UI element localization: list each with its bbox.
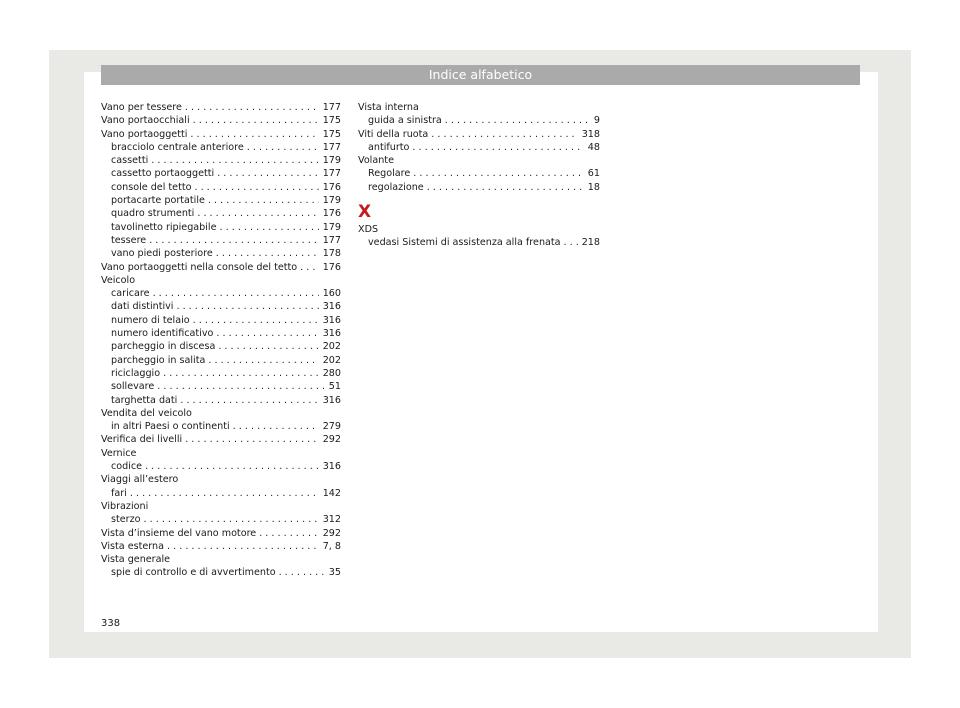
index-entry: [101, 380, 341, 393]
index-entry-page: 316: [322, 461, 341, 473]
index-entry: [101, 540, 341, 553]
dot-leader: [208, 194, 319, 207]
index-heading: Vendita del veicolo: [101, 407, 192, 419]
dot-leader: [259, 527, 318, 540]
index-entry-page: 18: [587, 181, 600, 193]
index-entry: [101, 101, 341, 114]
index-entry-label: caricare: [111, 288, 150, 300]
index-entry-label: Vano portaocchiali: [101, 115, 190, 127]
index-entry-label: numero identificativo: [111, 328, 214, 340]
index-entry-page: 51: [328, 381, 341, 393]
dot-leader: [153, 287, 319, 300]
index-entry-label: targhetta dati: [111, 394, 178, 406]
index-entry-label: Vano per tessere: [101, 102, 182, 113]
index-entry-page: 292: [322, 434, 341, 446]
index-entry: [101, 340, 341, 353]
index-entry-page: 61: [587, 168, 600, 180]
index-entry: [358, 167, 600, 180]
dot-leader: [233, 420, 319, 433]
index-entry: [101, 221, 341, 234]
index-column-right: [358, 101, 600, 250]
index-entry-page: 316: [322, 328, 341, 340]
dot-leader: [445, 114, 590, 127]
index-entry-page: 35: [328, 567, 341, 579]
index-entry: [101, 287, 341, 300]
dot-leader: [279, 566, 325, 579]
dot-leader: [157, 380, 324, 393]
index-entry-label: bracciolo centrale anteriore: [111, 141, 244, 153]
index-entry-page: 175: [322, 115, 341, 127]
index-entry-page: 176: [322, 261, 341, 273]
dot-leader: [149, 234, 318, 247]
index-column-left: [101, 101, 341, 580]
index-entry: [101, 167, 341, 180]
index-entry-label: numero di telaio: [111, 314, 190, 326]
index-entry: [358, 236, 600, 249]
dot-leader: [208, 354, 318, 367]
index-entry: [101, 154, 341, 167]
index-entry-page: 9: [593, 115, 600, 127]
index-entry-page: 202: [322, 341, 341, 353]
dot-leader: [144, 513, 319, 526]
dot-leader: [197, 207, 318, 220]
dot-leader: [167, 540, 319, 553]
index-entry-label: sterzo: [111, 514, 141, 526]
index-entry-label: Vano portaoggetti nella console del tetto: [101, 261, 298, 273]
dot-leader: [163, 367, 319, 380]
index-entry-label: parcheggio in salita: [111, 354, 206, 366]
dot-leader: [247, 141, 319, 154]
dot-leader: [145, 460, 319, 473]
index-entry: [101, 114, 341, 127]
index-entry: [358, 114, 600, 127]
index-entry-label: cassetto portaoggetti: [111, 168, 215, 180]
dot-leader: [564, 236, 578, 249]
index-entry-label: console del tetto: [111, 181, 192, 193]
index-entry-label: tessere: [111, 234, 147, 246]
index-entry-page: 179: [322, 221, 341, 233]
index-entry-label: tavolinetto ripiegabile: [111, 221, 217, 233]
dot-leader: [412, 141, 583, 154]
index-entry-page: 176: [322, 208, 341, 220]
dot-leader: [194, 181, 318, 194]
index-entry-label: riciclaggio: [111, 367, 161, 379]
dot-leader: [180, 394, 318, 407]
index-entry-page: 175: [322, 128, 341, 140]
index-entry-page: 280: [322, 367, 341, 379]
index-entry: [101, 420, 341, 433]
index-entry: [101, 566, 341, 579]
index-entry-page: 179: [322, 155, 341, 167]
index-entry: [101, 513, 341, 526]
index-entry: [358, 128, 600, 141]
dot-leader: [193, 114, 319, 127]
index-entry-page: 218: [581, 237, 600, 249]
index-entry: [101, 300, 341, 313]
index-entry-label: cassetti: [111, 155, 149, 167]
index-heading: Vista generale: [101, 554, 171, 566]
index-entry-page: 316: [322, 394, 341, 406]
index-entry: [358, 141, 600, 154]
index-entry: [101, 194, 341, 207]
index-entry-label: Viti della ruota: [358, 128, 429, 140]
index-entry-page: 176: [322, 181, 341, 193]
index-entry-page: 177: [322, 102, 341, 113]
index-entry: [101, 234, 341, 247]
index-entry-page: 318: [581, 128, 600, 140]
index-entry-label: fari: [111, 487, 127, 499]
index-entry-page: 160: [322, 288, 341, 300]
index-entry: [101, 394, 341, 407]
index-entry-page: 178: [322, 248, 341, 260]
dot-leader: [427, 181, 584, 194]
index-entry-label: Vista esterna: [101, 540, 165, 552]
index-heading: Vibrazioni: [101, 500, 149, 512]
index-heading: XDS: [358, 224, 379, 236]
index-entry: [101, 527, 341, 540]
dot-leader: [130, 487, 319, 500]
index-heading: Vista interna: [358, 102, 419, 113]
index-entry-label: Regolare: [368, 168, 411, 180]
index-entry: [101, 354, 341, 367]
index-entry-label: codice: [111, 461, 143, 473]
dot-leader: [218, 340, 318, 353]
dot-leader: [151, 154, 318, 167]
index-entry: [101, 367, 341, 380]
dot-leader: [190, 128, 318, 141]
index-entry-label: Vano portaoggetti: [101, 128, 188, 140]
index-entry-page: 316: [322, 301, 341, 313]
index-entry: [101, 314, 341, 327]
index-entry-page: 202: [322, 354, 341, 366]
index-heading: Viaggi all’estero: [101, 474, 179, 486]
index-heading: Veicolo: [101, 274, 136, 286]
dot-leader: [193, 314, 319, 327]
dot-leader: [176, 300, 318, 313]
index-entry-page: 7, 8: [322, 540, 341, 552]
section-header: Indice alfabetico: [101, 65, 860, 85]
index-entry-label: regolazione: [368, 181, 424, 193]
index-entry-label: Verifica dei livelli: [101, 434, 183, 446]
dot-leader: [300, 261, 319, 274]
index-entry: [358, 181, 600, 194]
index-entry: [101, 327, 341, 340]
index-entry-page: 279: [322, 421, 341, 433]
index-entry-page: 177: [322, 234, 341, 246]
index-entry-page: 316: [322, 314, 341, 326]
dot-leader: [216, 327, 318, 340]
index-entry-label: vano piedi posteriore: [111, 248, 213, 260]
dot-leader: [413, 167, 584, 180]
index-entry-label: Vista d’insieme del vano motore: [101, 527, 257, 539]
index-entry-page: 48: [587, 141, 600, 153]
index-entry-label: spie di controllo e di avvertimento: [111, 567, 276, 579]
index-entry-label: in altri Paesi o continenti: [111, 421, 230, 433]
index-letter: X: [358, 202, 372, 223]
index-entry-label: portacarte portatile: [111, 195, 205, 207]
index-entry-label: guida a sinistra: [368, 115, 442, 127]
index-entry: [101, 181, 341, 194]
dot-leader: [217, 167, 319, 180]
index-entry: [101, 247, 341, 260]
dot-leader: [220, 221, 319, 234]
index-entry-page: 312: [322, 514, 341, 526]
index-entry-page: 177: [322, 168, 341, 180]
index-entry: [101, 261, 341, 274]
dot-leader: [185, 101, 319, 114]
dot-leader: [185, 433, 318, 446]
index-entry: [101, 460, 341, 473]
index-entry-page: 142: [322, 487, 341, 499]
index-entry-page: 177: [322, 141, 341, 153]
dot-leader: [431, 128, 577, 141]
index-heading: Vernice: [101, 447, 137, 459]
index-entry: [101, 487, 341, 500]
index-entry-label: vedasi Sistemi di assistenza alla frenata: [368, 237, 561, 249]
index-entry-label: dati distintivi: [111, 301, 174, 313]
dot-leader: [216, 247, 319, 260]
index-entry: [101, 433, 341, 446]
index-entry: [101, 207, 341, 220]
index-entry: [101, 141, 341, 154]
page-number: 338: [101, 618, 121, 629]
index-entry-page: 179: [322, 195, 341, 207]
index-entry-label: sollevare: [111, 381, 155, 393]
index-entry: [101, 128, 341, 141]
index-heading: Volante: [358, 155, 394, 167]
index-entry-label: parcheggio in discesa: [111, 341, 216, 353]
index-entry-label: quadro strumenti: [111, 208, 195, 220]
index-entry-label: antifurto: [368, 141, 410, 153]
index-entry-page: 292: [322, 527, 341, 539]
